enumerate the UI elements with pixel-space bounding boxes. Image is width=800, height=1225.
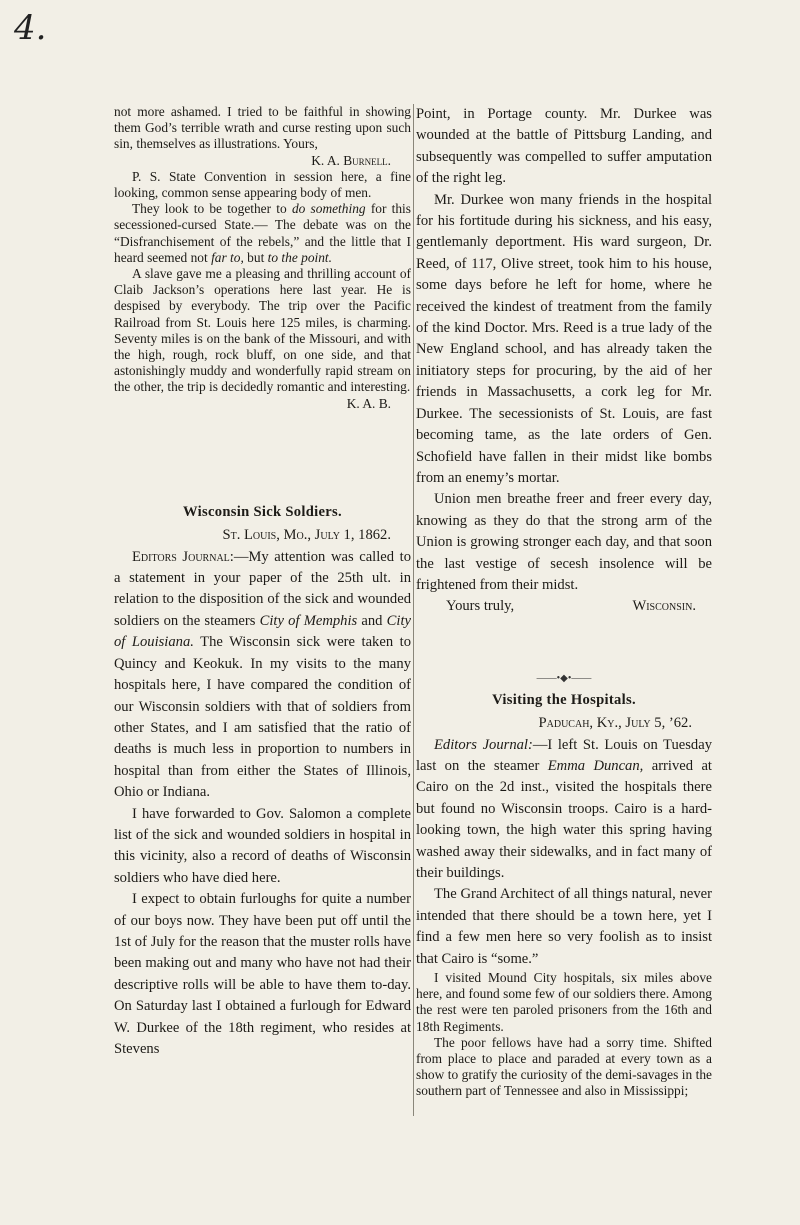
closing-phrase: Yours truly,	[446, 598, 515, 615]
wisconsin-sick-soldiers-article	[114, 502, 411, 1061]
burnell-letter-ending	[114, 104, 411, 412]
paragraph-1-text-a: :—My attention was called to a statement in your paper of the 25th ult. in relation to the disposition of the sick and wounded soldiers on the steamers	[114, 548, 411, 629]
convention-text-2: for this secessioned-cursed State.— The debate was on the “Disfranchisement of the rebels,” and the little that I heard seemed not	[114, 201, 411, 265]
union-paragraph: Union men breathe freer and freer every day, knowing as they do that the strong arm of the Union is growing stronger each day, and that soon the last vestige of secesh insolence will be frightened from their midst.	[416, 491, 712, 593]
section-ornament: ——•◆•——	[536, 672, 592, 684]
article-paragraph-3: I expect to obtain furloughs for quite a number of our boys now. They have been put off until the 1st of July for the reason that the muster rolls have been making out and many who have not had their descriptive rolls will be able to have them to-day. On Saturday last I obtained a furlough for Edward W. Durkee of the 18th regiment, who resides at Stevens	[114, 891, 411, 1058]
article-paragraph-4: The poor fellows have had a sorry time. Shifted from place to place and paraded at every town as a show to gratify the curiosity of the demi-savages in the southern part of Tennessee and also in Mississippi;	[416, 1034, 712, 1099]
steamer-name-2: City of Louisiana.	[114, 612, 411, 651]
convention-italic-1: do something	[291, 201, 366, 217]
section-gap	[416, 618, 712, 666]
postscript-paragraph: P. S. State Convention in session here, a fine looking, common sense appearing body of men.	[114, 168, 411, 201]
convention-italic-3: to the point.	[267, 249, 333, 265]
page-number: 4.	[14, 8, 47, 48]
convention-text-3: but	[247, 249, 265, 265]
salutation: Editors Journal:	[434, 736, 533, 753]
article-title: Visiting the Hospitals.	[492, 691, 636, 708]
durkee-paragraph: Mr. Durkee won many friends in the hospital for his fortitude during his sickness, and his easy, gentlemanly deportment. His ward surgeon, Dr. Reed, of 117, Olive street, took him to his house, some days before he left for home, where he received the kindest of treatment from the family of the kind Doctor. Mrs. Reed is a true lady of the New England school, and has already taken the initiatory steps for procuring, by the aid of her friends in Massachusetts, a cork leg for Mr. Durkee. The secessionists of St. Louis, are fast becoming tame, as the late orders of Gen. Schofield have fallen in their midst like bombs from an enemy’s mortar.	[416, 191, 712, 486]
paragraph-1-text-b: arrived at Cairo on the 2d inst., visited the hospitals there but found no Wisconsin troops. Cairo is a hard-looking town, the high water this spring having washed away their sidewalks, and in fact many of their buildings.	[416, 757, 712, 881]
article-paragraph-3: I visited Mound City hospitals, six miles above here, and found some few of our soldiers there. Among the rest were ten paroled prisoners from the 16th and 18th Regiments.	[416, 970, 712, 1034]
article-paragraph-1	[416, 735, 712, 885]
section-gap	[114, 412, 411, 502]
paragraph-1-and: and	[361, 612, 383, 629]
steamer-name-1: City of Memphis	[259, 612, 358, 629]
article-title: Wisconsin Sick Soldiers.	[183, 503, 342, 520]
visiting-hospitals-article	[416, 690, 712, 1100]
continuation-paragraph: Point, in Portage county. Mr. Durkee was wounded at the battle of Pittsburg Landing, and subsequently was compelled to suffer amputation of the right leg.	[416, 106, 712, 187]
burnell-closing-paragraph: not more ashamed. I tried to be faithful in showing them God’s terrible wrath and curse resting upon such sin, themselves as illustrations. Yours,	[114, 104, 411, 152]
salutation: Editors Journal	[132, 548, 230, 565]
article-paragraph-1	[114, 547, 411, 804]
column-divider	[413, 104, 414, 1116]
convention-italic-2: far to,	[211, 249, 244, 265]
article-paragraph-2: The Grand Architect of all things natural, never intended that there should be a town here, yet I find a few men here so very foolish as to insist that Cairo is “some.”	[416, 886, 712, 967]
convention-text-1: They look to be together to	[132, 201, 287, 217]
wisconsin-signature: Wisconsin.	[632, 598, 696, 615]
burnell-signature: K. A. Burnell.	[311, 152, 391, 168]
article-paragraph-2: I have forwarded to Gov. Salomon a complete list of the sick and wounded soldiers in hospital in this vicinity, also a record of deaths of Wisconsin soldiers who have died here.	[114, 805, 411, 886]
steamer-name: Emma Duncan,	[547, 757, 644, 774]
paragraph-1-text-b: The Wisconsin sick were taken to Quincy and Keokuk. In my visits to the many hospitals here, I have compared the condition of our Wisconsin soldiers with that of soldiers from other States, and I am satisfied that the ratio of deaths is much less in proportion to numbers in hospital than from either the States of Illinois, Ohio or Indiana.	[114, 634, 411, 801]
article-dateline: Paducah, Ky., July 5, ’62.	[538, 715, 692, 732]
article-dateline: St. Louis, Mo., July 1, 1862.	[222, 527, 391, 544]
paragraph-1-text-a: —I left St. Louis on Tuesday last on the steamer	[416, 736, 712, 774]
letter-signoff	[416, 596, 712, 617]
left-column	[114, 104, 411, 1060]
kab-signature: K. A. B.	[346, 395, 391, 411]
right-column	[416, 104, 712, 1100]
slave-account-paragraph: A slave gave me a pleasing and thrilling account of Claib Jackson’s operations here last year. He is despised by everybody. The trip over the Pacific Railroad from St. Louis here 125 miles, is charming. Seventy miles is on the bank of the Missouri, and with the high, rough, rock bluff, on one side, and that astonishingly muddy and wonderfully rapid stream on the other, the trip is decidedly romantic and interesting.	[114, 266, 411, 395]
convention-paragraph	[114, 201, 411, 266]
